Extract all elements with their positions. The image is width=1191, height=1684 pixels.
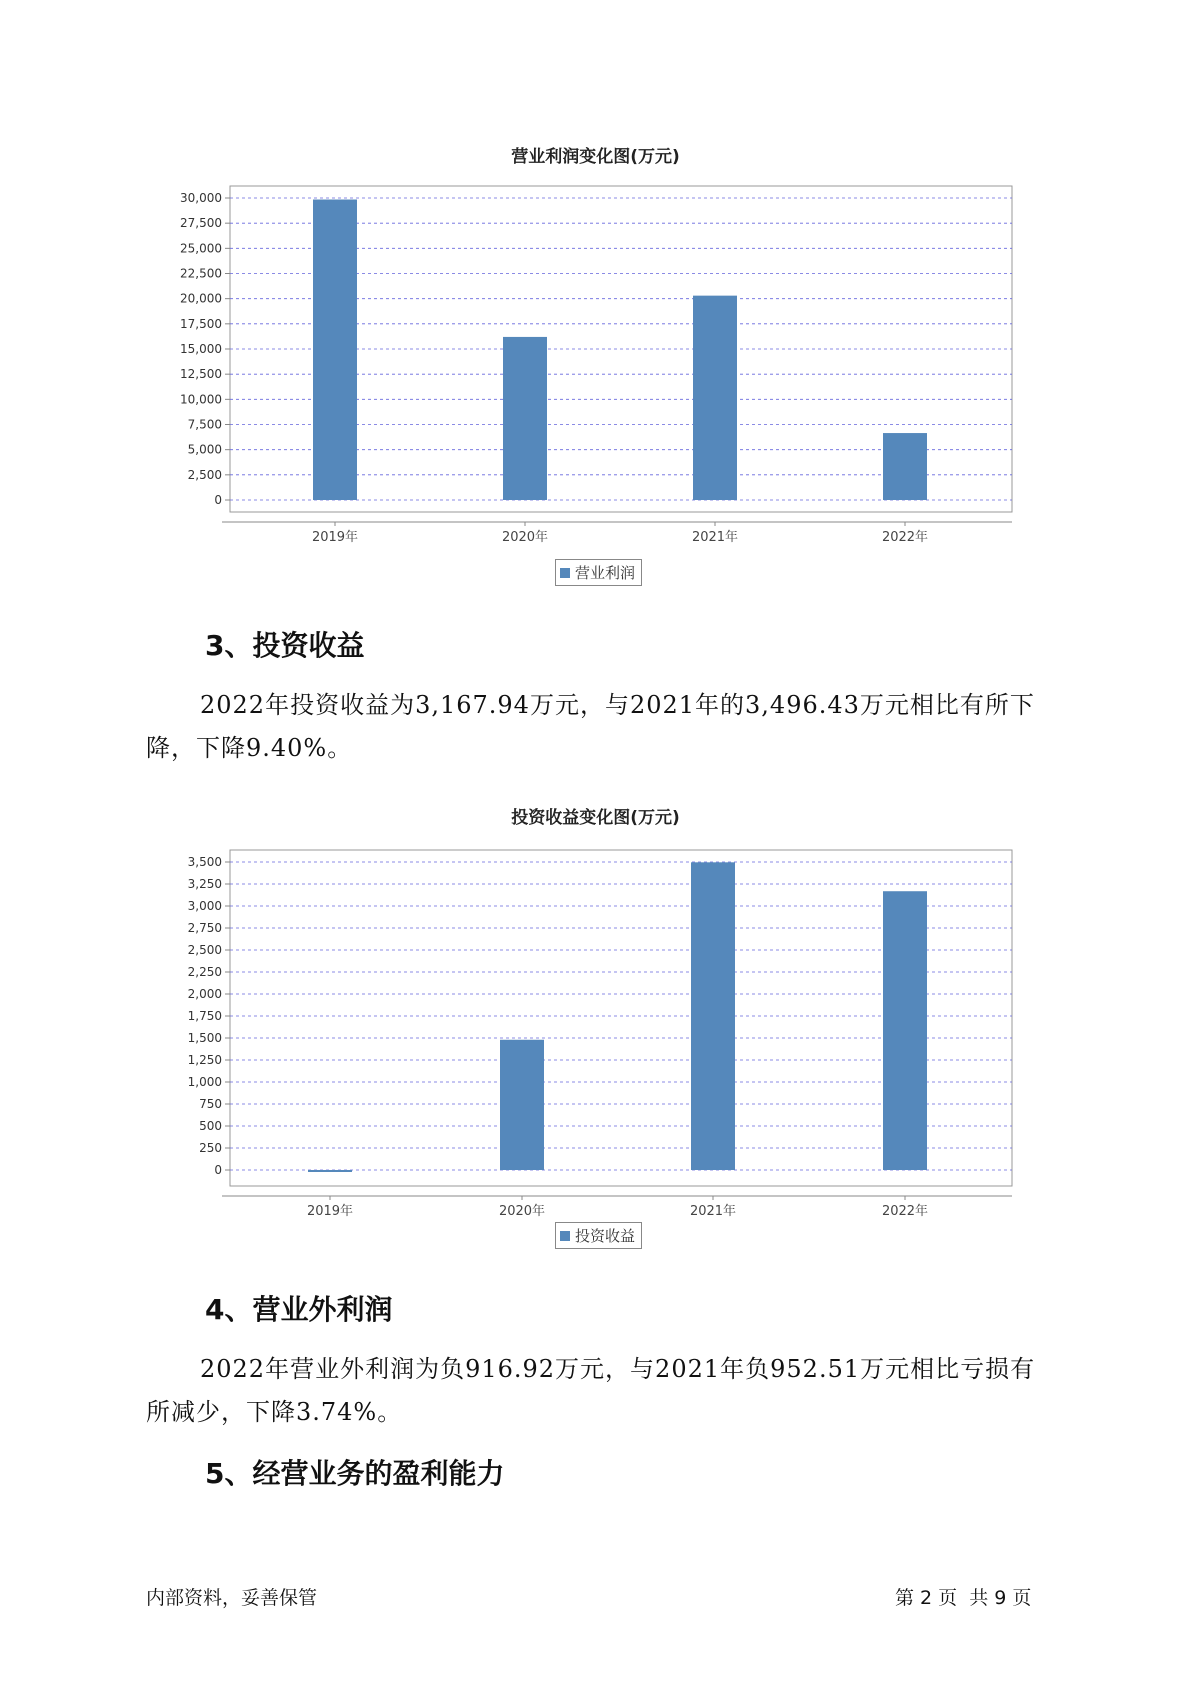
chart1-legend-label: 营业利润 [575, 564, 636, 582]
y-tick-label: 5,000 [187, 442, 222, 457]
chart1-title: 营业利润变化图(万元) [511, 147, 680, 167]
y-tick-label: 1,500 [187, 1031, 222, 1045]
x-tick-label: 2020年 [498, 1204, 546, 1219]
y-tick-label: 30,000 [180, 191, 222, 205]
y-tick-label: 2,250 [187, 965, 222, 979]
chart2-title: 投资收益变化图(万元) [511, 808, 680, 828]
y-tick-label: 3,000 [187, 899, 222, 913]
x-tick-label: 2021年 [691, 530, 739, 545]
footer-confidential-note: 内部资料，妥善保管 [146, 1587, 318, 1609]
bar-2022年 [883, 433, 927, 500]
y-tick-label: 17,500 [180, 316, 222, 331]
y-tick-label: 2,500 [187, 467, 222, 482]
chart1-legend [555, 559, 642, 586]
x-tick-label: 2022年 [881, 1204, 929, 1219]
y-tick-label: 3,500 [187, 855, 222, 869]
bar-2021年 [693, 296, 737, 500]
y-tick-label: 10,000 [180, 392, 222, 407]
y-tick-label: 0 [214, 493, 222, 507]
x-tick-label: 2022年 [881, 530, 929, 545]
y-tick-label: 15,000 [180, 342, 222, 356]
y-tick-label: 0 [214, 1163, 222, 1177]
chart2-legend-label: 投资收益 [575, 1227, 636, 1245]
y-tick-label: 2,000 [187, 987, 222, 1001]
y-tick-label: 12,500 [180, 367, 222, 382]
x-tick-label: 2019年 [306, 1204, 354, 1219]
section-paragraph-non-operating-profit: 2022年营业外利润为负916.92万元，与2021年负952.51万元相比亏损有所减少，下降3.74%。 [146, 1355, 1036, 1426]
x-tick-label: 2021年 [689, 1204, 737, 1219]
y-tick-label: 22,500 [180, 266, 222, 281]
bar-2019年 [308, 1170, 352, 1172]
y-tick-label: 1,000 [187, 1075, 222, 1089]
legend-swatch-icon [560, 568, 570, 578]
operating-profit-chart [0, 160, 1191, 555]
bar-2021年 [691, 862, 735, 1170]
y-tick-label: 7,500 [187, 417, 222, 432]
footer-page-number: 第 2 页 共 9 页 [895, 1587, 1032, 1609]
y-tick-label: 1,750 [187, 1009, 222, 1023]
y-tick-label: 3,250 [187, 877, 222, 891]
bar-2019年 [313, 200, 357, 500]
section-heading-profitability: 5、经营业务的盈利能力 [205, 1457, 505, 1490]
bar-2020年 [500, 1040, 544, 1170]
bar-2022年 [883, 891, 927, 1170]
section-heading-non-operating-profit: 4、营业外利润 [205, 1293, 393, 1326]
y-tick-label: 27,500 [180, 216, 222, 231]
section-paragraph-investment-income: 2022年投资收益为3,167.94万元，与2021年的3,496.43万元相比有所下降，下降9.40%。 [146, 691, 1035, 762]
bar-2020年 [503, 337, 547, 500]
y-tick-label: 500 [199, 1119, 222, 1133]
x-tick-label: 2020年 [501, 530, 549, 545]
section-heading-investment-income: 3、投资收益 [205, 629, 365, 662]
x-tick-label: 2019年 [311, 530, 359, 545]
y-tick-label: 250 [199, 1141, 222, 1155]
y-tick-label: 25,000 [180, 241, 222, 256]
y-tick-label: 2,750 [187, 921, 222, 935]
investment-income-chart [0, 830, 1191, 1220]
y-tick-label: 2,500 [187, 943, 222, 957]
chart2-legend [555, 1222, 642, 1249]
y-tick-label: 750 [199, 1097, 222, 1111]
legend-swatch-icon [560, 1231, 570, 1241]
y-tick-label: 20,000 [180, 291, 222, 306]
y-tick-label: 1,250 [187, 1053, 222, 1067]
